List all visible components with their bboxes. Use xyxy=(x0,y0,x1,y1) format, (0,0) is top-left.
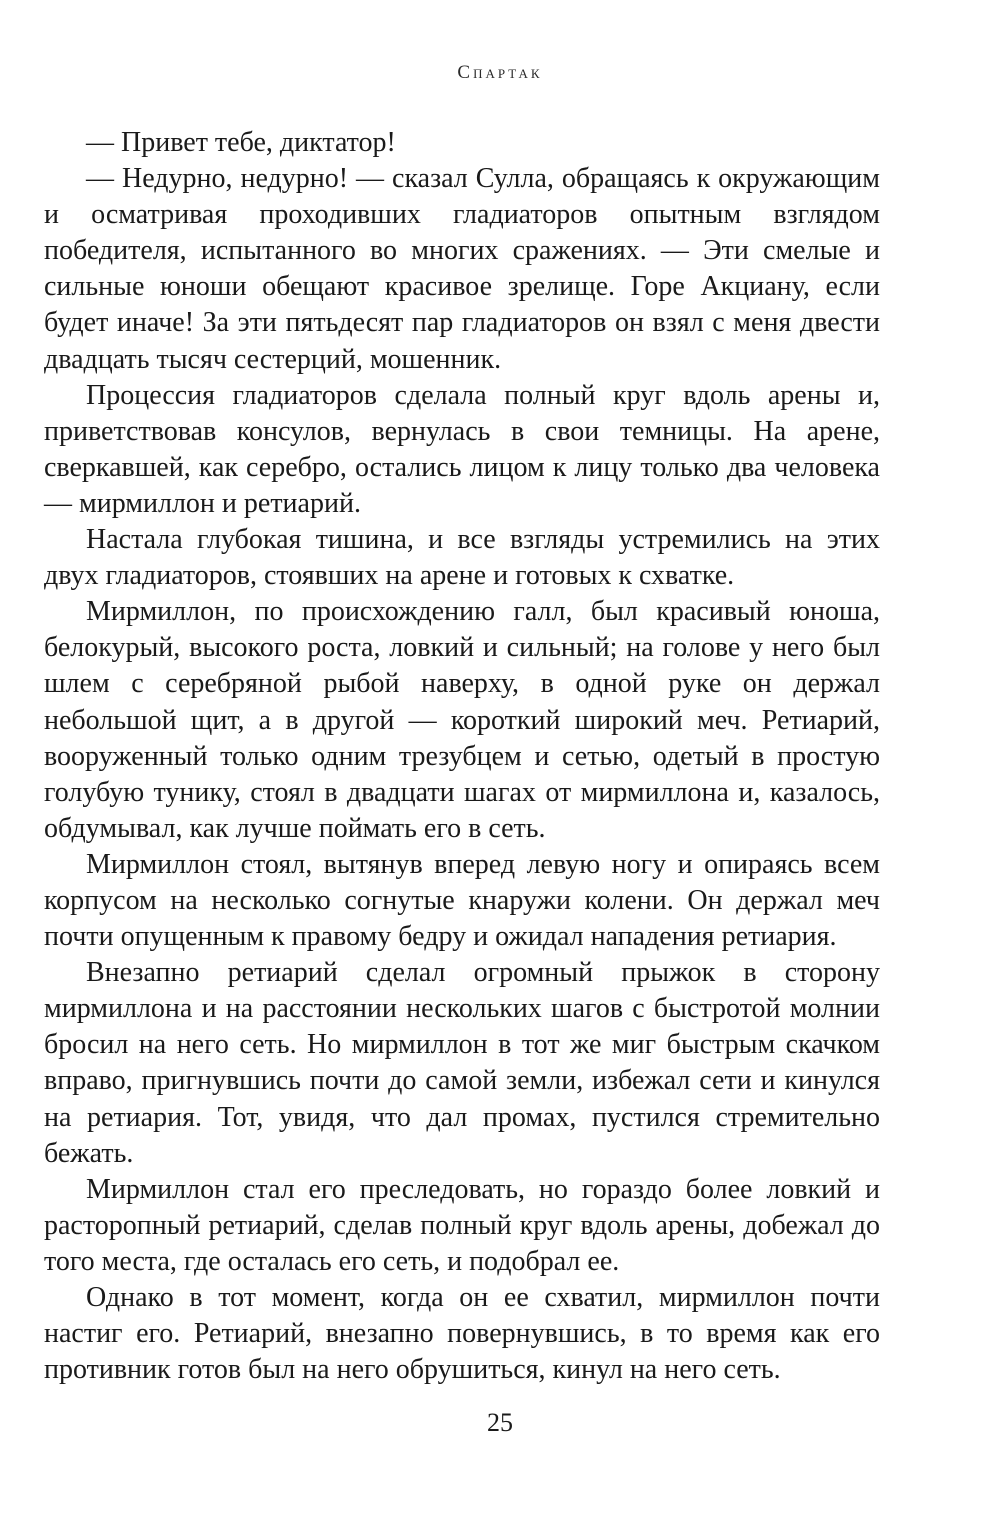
paragraph: Внезапно ретиарий сделал огромный прыжок в сторону мирмиллона и на расстоянии нескольких шагов с быстротой молнии бросил на него сеть. Но мирмиллон в тот же миг быстрым скачком вправо, пригнувшись почти до самой земли, избежал сети и кинулся на ретиария. Тот, увидя, что дал промах, пустился стремительно бежать. xyxy=(44,957,880,1169)
running-head-title: Спартак xyxy=(457,62,543,83)
paragraph: Мирмиллон стал его преследовать, но гораздо более ловкий и расторопный ретиарий, сделав полный круг вдоль арены, добежал до того места, где осталась его сеть, и подобрал ее. xyxy=(44,1173,880,1277)
paragraph: Настала глубокая тишина, и все взгляды устремились на этих двух гладиаторов, стоявших на арене и готовых к схватке. xyxy=(44,524,880,592)
paragraph: Мирмиллон, по происхождению галл, был красивый юноша, белокурый, высокого роста, ловкий и сильный; на голове у него был шлем с серебряной рыбой наверху, в одной руке он держал небольшой щит, а в другой — короткий широкий меч. Ретиарий, вооруженный только одним трезубцем и сетью, одетый в простую голубую тунику, стоял в двадцати шагах от мирмиллона и, казалось, обдумывал, как лучше поймать его в сеть. xyxy=(44,596,880,844)
paragraph: — Привет тебе, диктатор! xyxy=(86,127,396,158)
paragraph: Однако в тот момент, когда он ее схватил, мирмиллон почти настиг его. Ретиарий, внезапно повернувшись, в то время как его противник готов был на него обрушиться, кинул на него сеть. xyxy=(44,1282,880,1386)
paragraph: Мирмиллон стоял, вытянув вперед левую ногу и опираясь всем корпусом на несколько согнутые кнаружи колени. Он держал меч почти опущенным к правому бедру и ожидал нападения ретиария. xyxy=(44,848,880,953)
body-text xyxy=(44,125,880,1388)
paragraph: Процессия гладиаторов сделала полный круг вдоль арены и, приветствовав консулов, вернулась в свои темницы. На арене, сверкавшей, как серебро, остались лицом к лицу только два человека — мирмиллон и ретиарий. xyxy=(44,379,880,519)
page-number: 25 xyxy=(487,1408,513,1437)
paragraph: — Недурно, недурно! — сказал Сулла, обращаясь к окружающим и осматривая проходивших гладиаторов опытным взглядом победителя, испытанного во многих сражениях. — Эти смелые и сильные юноши обещают красивое зрелище. Горе Акциану, если будет иначе! За эти пятьдесят пар гладиаторов он взял с меня двести двадцать тысяч сестерций, мошенник. xyxy=(44,163,880,375)
